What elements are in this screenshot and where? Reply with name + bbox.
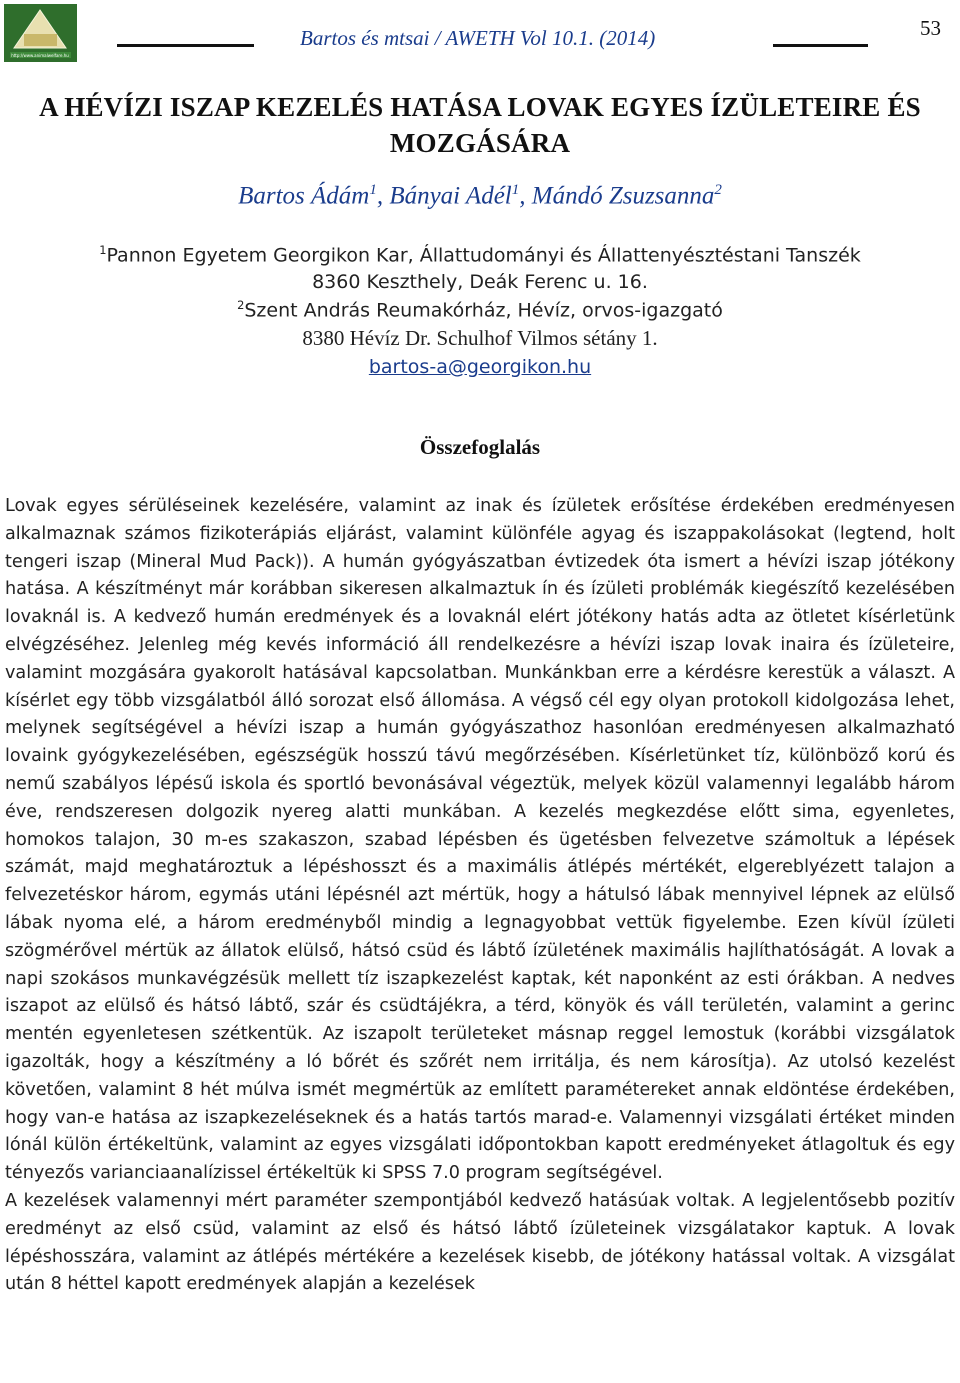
page-number: 53	[920, 16, 941, 40]
affiliation-text: Szent András Reumakórház, Hévíz, orvos-igazgató	[244, 299, 723, 322]
header-rule-left	[117, 44, 254, 47]
affiliation-2-line-2: 8380 Hévíz Dr. Schulhof Vilmos sétány 1.	[302, 326, 658, 350]
affiliation-number: 1	[99, 243, 107, 257]
affiliation-1-line-1	[0, 243, 960, 266]
author-name: Mándó Zsuzsanna	[531, 182, 715, 210]
author-list: Bartos Ádám$^1$, Bányai Adél$^1$, Mándó Zsuzsanna$^2$	[238, 182, 722, 210]
email-link[interactable]: bartos-a@georgikon.hu	[368, 356, 592, 378]
affiliation-text: Pannon Egyetem Georgikon Kar, Állattudományi és Állattenyésztéstani Tanszék	[106, 244, 861, 267]
abstract-paragraph: A kezelések valamennyi mért paraméter szempontjából kedvező hatásúak voltak. A legjelentősebb pozitív eredményt az első csüd, valamint az első és hátsó lábtő ízületeinek vizsgálatakor kaptuk. A lovak lépéshosszára, valamint az átlépés mértékére a kezelések kisebb, de jótékony hatással voltak. A vizsgálat után 8 héttel kapott eredmények alapján a kezelések	[5, 1190, 955, 1295]
journal-reference: Bartos és mtsai / AWETH Vol 10.1. (2014)	[300, 26, 656, 50]
abstract-paragraph: Lovak egyes sérüléseinek kezelésére, valamint az inak és ízületek erősítése érdekében eredményesen alkalmaznak számos fizikoterápiás eljárást, valamint különféle agyag és iszappakolásokat (legtend, holt tengeri iszap (Mineral Mud Pack)). A humán gyógyászatban évtizedek óta ismert a hévízi iszap jótékony hatása. A készítményt már korábban sikeresen alkalmaztuk ín és ízületi problémák kiegészítő kezelésében lovaknál is. A kedvező humán eredmények és a lovaknál elért jótékony hatás adta az ötletet kísérletünk elvégzéséhez. Jelenleg még kevés információ áll rendelkezésre a hévízi iszap lovak inaira és ízületeire, valamint mozgására gyakorolt hatásával kapcsolatban. Munkánkban erre a kérdésre kerestük a választ. A kísérlet egy több vizsgálatból álló sorozat első állomása. A végső cél egy olyan protokoll kidolgozása lehet, melynek segítségével a hévízi iszap a humán gyógyászathoz hasonlóan eredményesen alkalmazható lovaink gyógykezelésében, egészségük hosszú távú megőrzésében. Kísérletünket tíz, különböző korú és nemű szabályos lépésű iskola és sportló bevonásával végeztük, melyek közül valamennyi legalább három éve, rendszeresen dolgozik nyereg alatti munkában. A kezelés megkezdése előtt sima, egyenletes, homokos talajon, 30 m-es szakaszon, szabad lépésben és ügetésben felvezetve számoltuk a lépések számát, majd meghatároztuk a lépéshosszt és a maximális átlépés mértékét, elgereblyézett talajon a felvezetéskor három, egymás utáni lépésnél azt mértük, hogy a hátulsó lábak mennyivel lépnek az elülső lábak nyoma elé, a három eredményből mindig a legnagyobbat vettük figyelembe. Ezen kívül ízületi szögmérővel mértük az állatok elülső, hátsó csüd és lábtő ízületének maximális hajlíthatóságát. A lovak a napi szokásos munkavégzésük mellett tíz iszapkezelést kaptak, két naponként az esti órákban. A nedves iszapot az elülső és hátsó lábtő, szár és csüdtájékra, a térd, könyök és váll területén, valamint a gerinc mentén egyenletesen szétkentük. Az iszapolt területeket másnap reggel lemostuk (korábbi vizsgálatok igazolták, hogy a készítmény a ló bőrét és szőrét nem irritálja, és nem károsítja). Az utolsó kezelést követően, valamint 8 hét múlva ismét megmértük az említett paramétereket annak eldöntése érdekében, hogy van-e hatása az iszapkezeléseknek és a hatás tartós marad-e. Valamennyi vizsgálati értéket minden lónál külön értékeltünk, valamint az egyes vizsgálati időpontokban kapott eredményeket átlagoltuk és egy tényezős varianciaanalízissel értékeltük ki SPSS 7.0 program segítségével.	[5, 496, 955, 1184]
title-text: A HÉVÍZI ISZAP KEZELÉS HATÁSA LOVAK EGYES ÍZÜLETEIRE ÉS MOZGÁSÁRA	[39, 92, 921, 158]
author-name: Bányai Adél	[389, 182, 512, 210]
author-affiliation-mark: 1	[369, 182, 377, 198]
header-rule-right	[773, 44, 868, 47]
author-name: Bartos Ádám	[238, 182, 370, 210]
abstract-body	[5, 493, 955, 1299]
email-line	[0, 356, 960, 378]
affiliation-number: 2	[237, 298, 245, 312]
logo-url: http://www.animalwelfare.hu	[11, 53, 69, 58]
journal-logo	[4, 4, 77, 62]
abstract-heading: Összefoglalás	[419, 435, 541, 459]
author-affiliation-mark: 1	[511, 182, 520, 198]
author-affiliation-mark: 2	[714, 182, 722, 198]
affiliation-1-line-2: 8360 Keszthely, Deák Ferenc u. 16.	[312, 271, 648, 293]
article-title	[0, 89, 960, 161]
affiliation-2-line-1	[0, 298, 960, 321]
